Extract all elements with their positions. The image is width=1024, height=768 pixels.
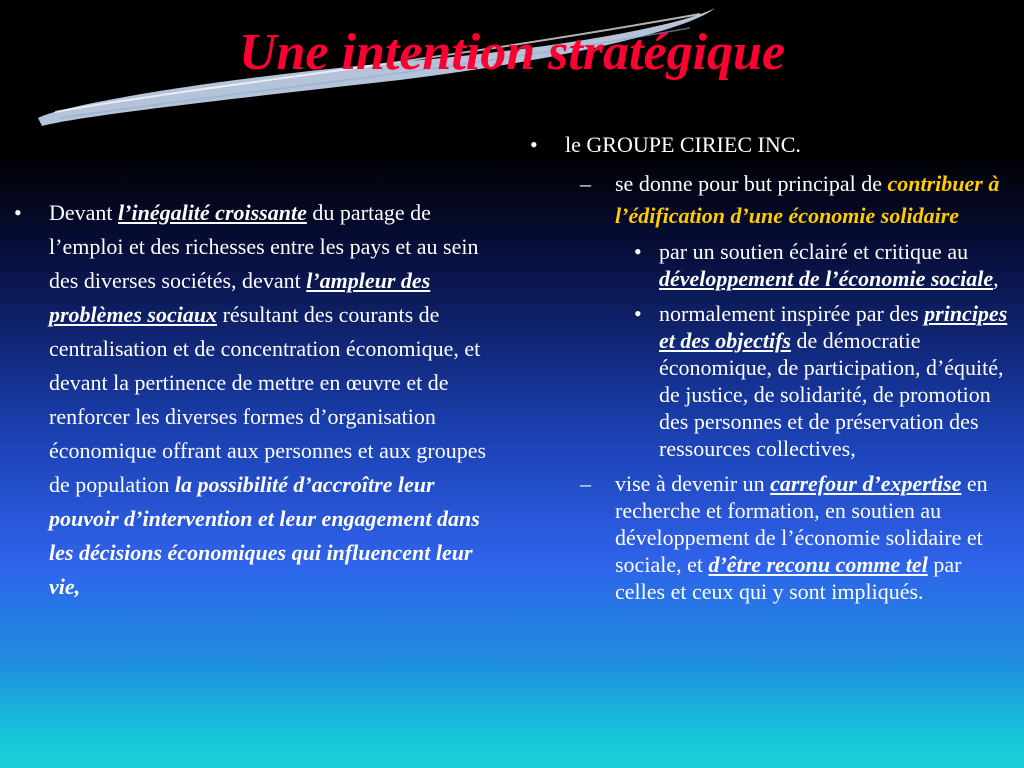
sub1a-text-end: , xyxy=(993,266,999,291)
right-sub-sub-item-1 xyxy=(530,238,1010,292)
right-sub-sub-item-2 xyxy=(530,300,1010,462)
dash-marker: – xyxy=(580,171,591,196)
bullet-marker: • xyxy=(634,301,642,326)
sub2-text-3: par celles et ceux qui y sont impliqués. xyxy=(615,552,962,604)
left-emphasis-inegalite: l’inégalité croissante xyxy=(118,200,307,225)
left-emphasis-ampleur: l’ampleur des problèmes sociaux xyxy=(49,268,431,327)
left-bullet-item xyxy=(14,196,494,604)
sub1a-text: par un soutien éclairé et critique au xyxy=(659,239,969,264)
bullet-marker: • xyxy=(530,132,538,157)
right-sub-item-2 xyxy=(530,470,1010,605)
left-column xyxy=(14,196,494,604)
left-text-1: Devant xyxy=(49,200,119,225)
left-text-3: résultant des courants de centralisation et de concentration économique, et devant la pertinence de mettre en œuvre et de renforcer les diverses formes d’organisation économique offrant aux personnes et aux groupes de population xyxy=(49,302,487,497)
left-text-2: du partage de l’emploi et des richesses entre les pays et au sein des diverses sociétés, devant xyxy=(49,200,479,293)
right-heading-text: le GROUPE CIRIEC INC. xyxy=(565,132,801,157)
sub1b-text-end: de démocratie économique, de participation, d’équité, de justice, de solidarité, de promotion des personnes et de préservation des ressources collectives, xyxy=(659,328,1004,461)
bullet-marker: • xyxy=(634,239,642,264)
sub2-text: vise à devenir un xyxy=(615,471,771,496)
right-column xyxy=(530,128,1010,605)
sub2-emphasis-reconu: d’être reconu comme tel xyxy=(708,552,928,577)
sub2-text-2: en recherche et formation, en soutien au développement de l’économie solidaire et sociale, et xyxy=(615,471,988,577)
sub1-text: se donne pour but principal de xyxy=(615,171,888,196)
sub1b-emphasis: principes et des objectifs xyxy=(659,301,1008,353)
right-bullet-heading xyxy=(530,128,1010,162)
slide-title: Une intention stratégique xyxy=(238,24,786,81)
sub2-emphasis-carrefour: carrefour d’expertise xyxy=(770,471,962,496)
right-sub-item-1 xyxy=(530,168,1010,232)
left-emphasis-possibilite: la possibilité d’accroître leur pouvoir d’intervention et leur engagement dans les décisions économiques qui influencent leur vie, xyxy=(49,472,480,599)
dash-marker: – xyxy=(580,471,591,496)
sub1a-emphasis: développement de l’économie sociale xyxy=(659,266,994,291)
sub1-emphasis: contribuer à l’édification d’une économie solidaire xyxy=(615,171,1000,228)
bullet-marker: • xyxy=(14,200,22,225)
sub1b-text: normalement inspirée par des xyxy=(659,301,925,326)
